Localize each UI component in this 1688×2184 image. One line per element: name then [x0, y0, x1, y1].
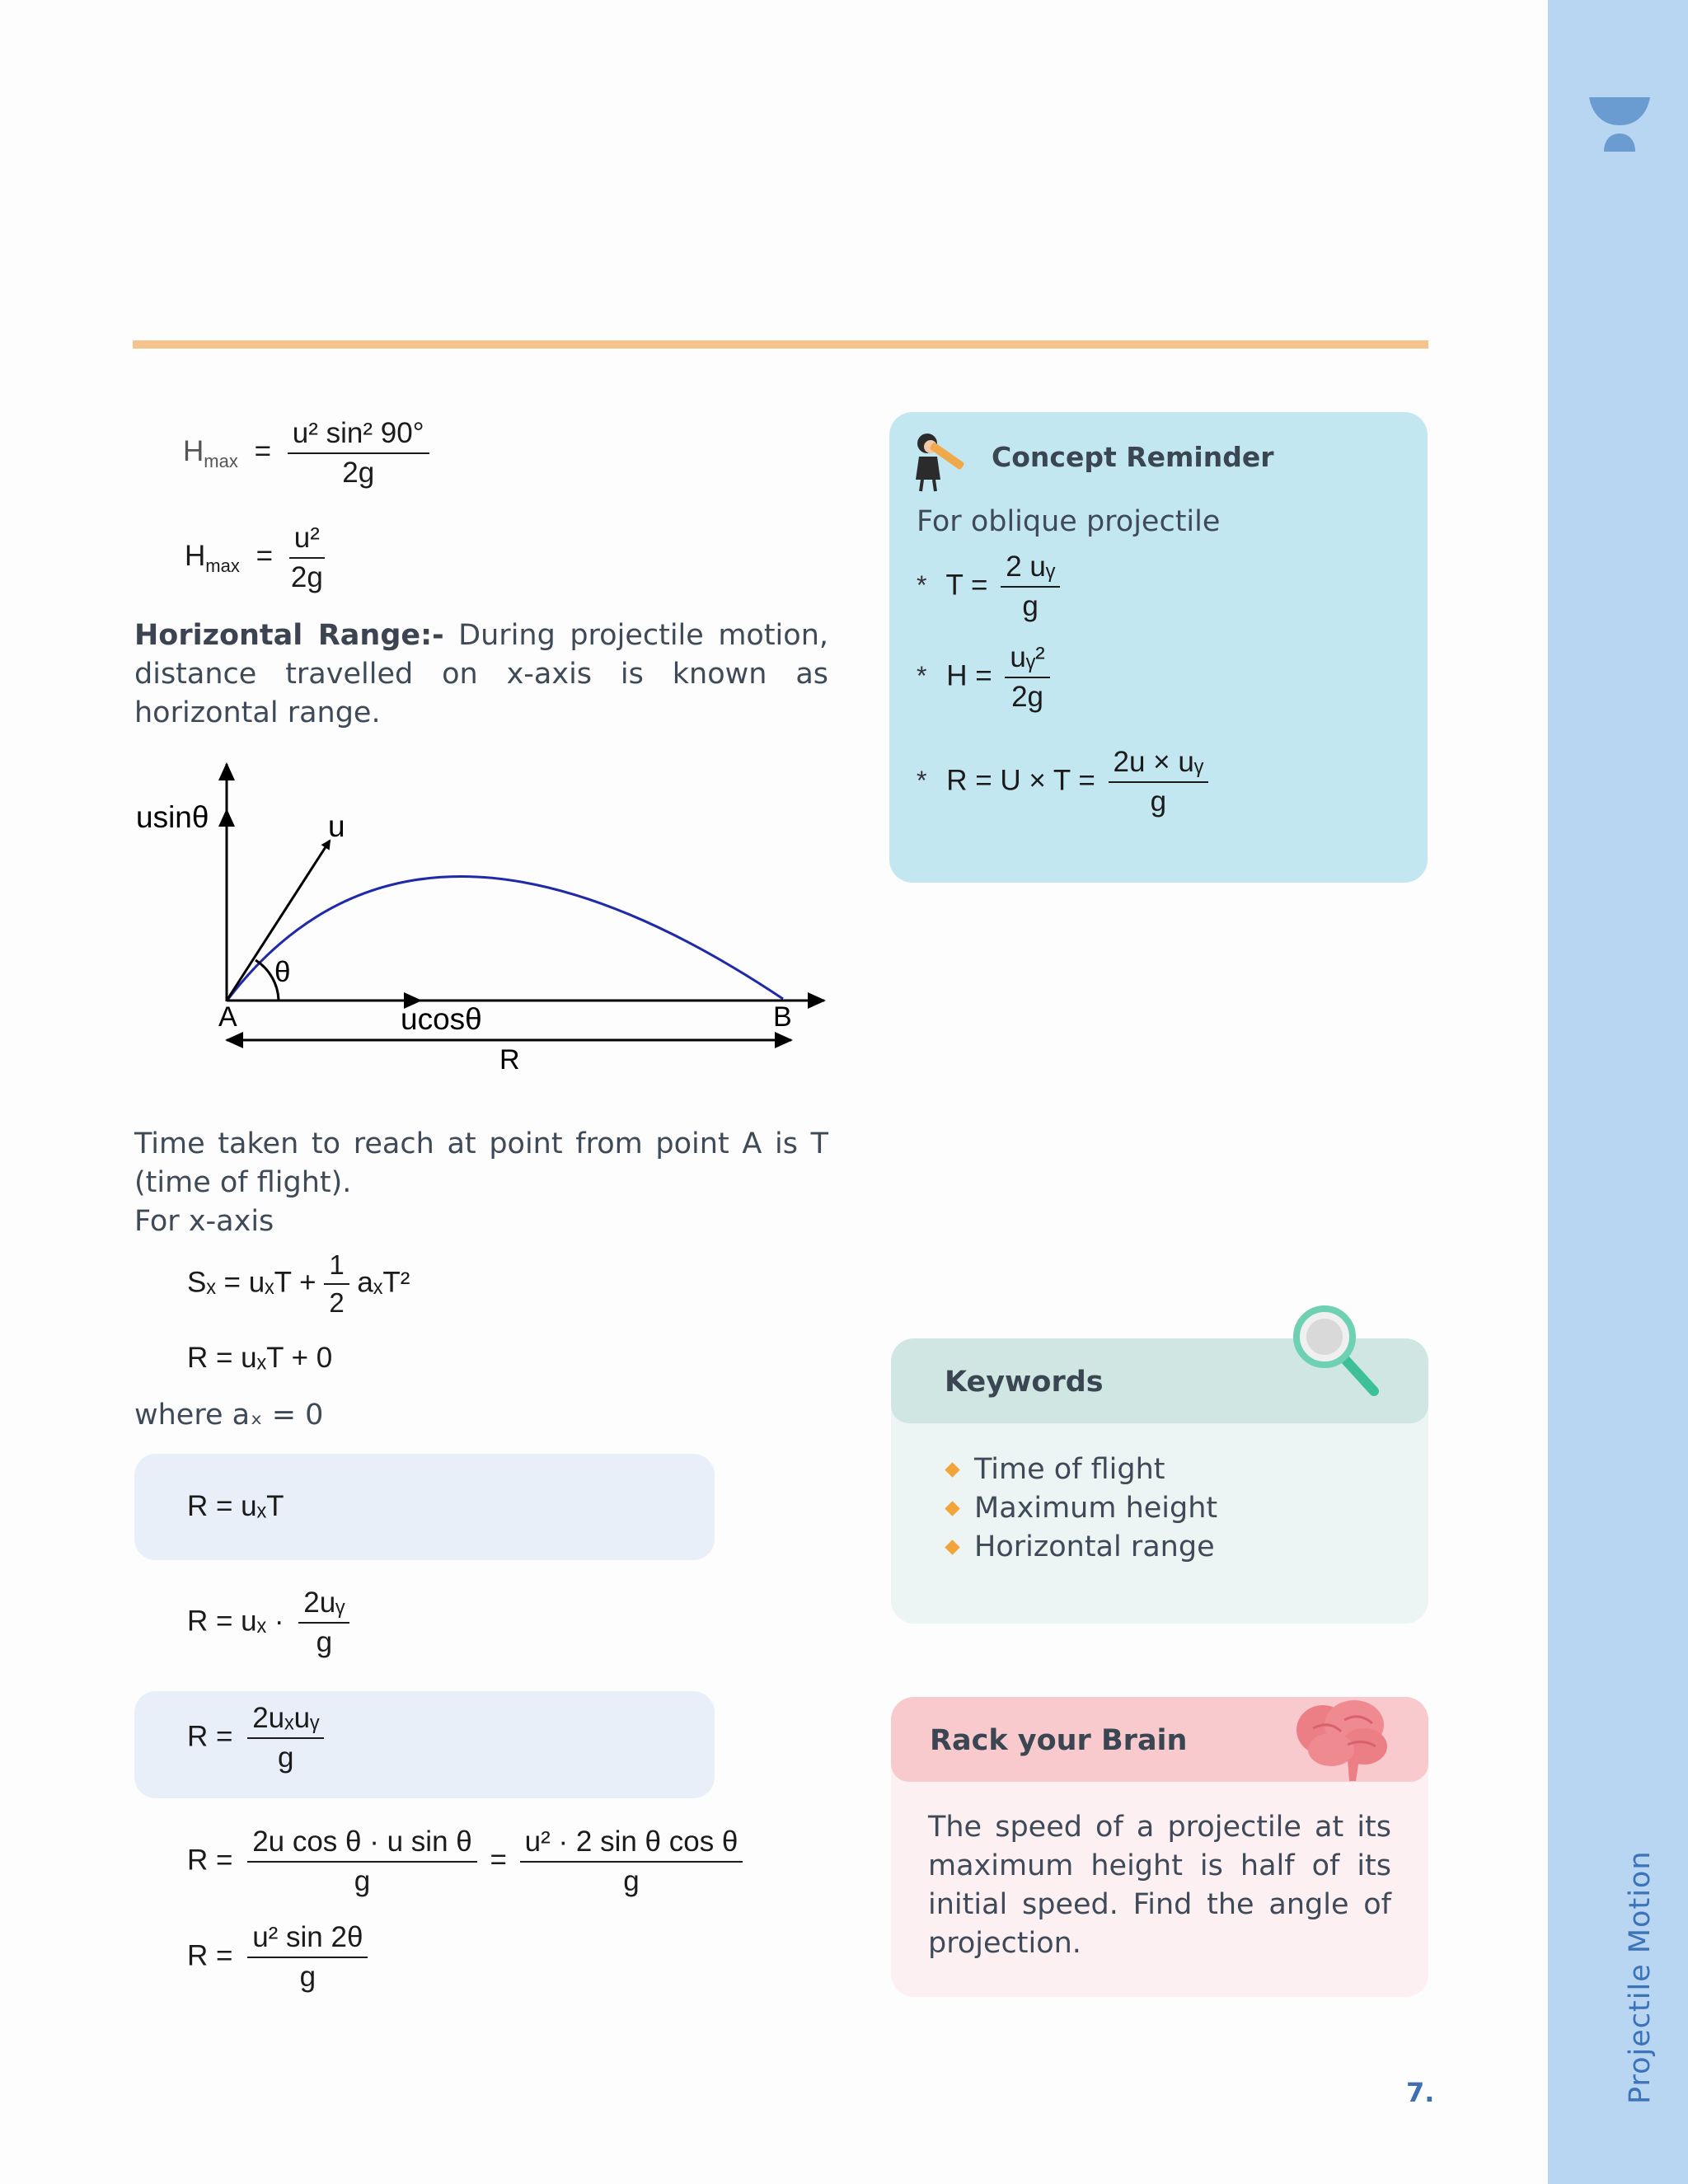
keyword-item: Time of flight — [974, 1451, 1217, 1489]
horizontal-range-body: During projectile motion, distance travelled on x-axis is known as horizontal range. — [134, 619, 828, 729]
keywords-title: Keywords — [945, 1366, 1104, 1399]
theta-label: θ — [274, 956, 291, 988]
hmax-equation-1: $H_{max}$ = $\frac{\text{u² sin² 90°}}{2g}$ — [183, 417, 429, 490]
hmax1-numerator: u² sin² 90° — [288, 417, 429, 454]
range-label: R — [499, 1044, 520, 1076]
sidebar — [1548, 0, 1688, 2184]
brain-icon — [1290, 1695, 1393, 1786]
trajectory-curve — [228, 877, 783, 1000]
horizontal-range-term: Horizontal Range:- — [134, 619, 444, 652]
unacademy-logo-icon — [1589, 97, 1650, 152]
x-component-label: ucosθ — [401, 1002, 482, 1036]
hmax-equation-2: $H_{max}$ = $\frac{\text{u²}}{2g}$ — [185, 522, 325, 594]
header-rule — [133, 340, 1428, 349]
range-equation-expanded: R = $\frac{\text{2u cos θ · u sin θ}}{g}$ = $\frac{\text{u² · 2 sin θ cos θ}}{g}$ — [187, 1825, 743, 1898]
sidebar-title: Projectile Motion — [1624, 1850, 1657, 2104]
sx-equation: Sₓ = uₓT + $\frac{1}{2}$ aₓT² — [187, 1249, 410, 1318]
student-pencil-icon — [904, 427, 975, 493]
range-equation-final: R = $\frac{\text{u² sin 2θ}}{g}$ — [187, 1921, 368, 1994]
hmax1-denominator: 2g — [342, 457, 375, 489]
keywords-list — [974, 1451, 1217, 1567]
hmax2-denominator: 2g — [290, 561, 323, 593]
range-equation-2uxuy: R = $\frac{\text{2uₓuᵧ}}{g}$ — [187, 1702, 324, 1774]
point-a-label: A — [218, 1001, 237, 1033]
range-equation-ux-t-plus-0: R = uₓT + 0 — [187, 1342, 333, 1374]
point-b-label: B — [773, 1001, 792, 1033]
where-ax-label: where aₓ = 0 — [134, 1399, 324, 1432]
concept-reminder-intro: For oblique projectile — [917, 505, 1221, 538]
for-x-axis-label: For x-axis — [134, 1205, 274, 1238]
page-number: 7. — [1406, 2077, 1435, 2108]
concept-h-equation: * H = $\frac{\text{uᵧ²}}{2g}$ — [917, 641, 1050, 714]
magnifier-icon — [1290, 1302, 1381, 1397]
concept-reminder-title: Concept Reminder — [992, 441, 1274, 473]
concept-r-equation: * R = U × T = $\frac{\text{2u × uᵧ}}{g}$ — [917, 746, 1208, 818]
rack-your-brain-question: The speed of a projectile at its maximum height is half of its initial speed. Find the angle of projection. — [928, 1811, 1391, 1960]
time-of-flight-paragraph: Time taken to reach at point from point A is T (time of flight). — [134, 1127, 828, 1199]
rack-your-brain-title: Rack your Brain — [930, 1724, 1188, 1757]
keyword-item: Maximum height — [974, 1489, 1217, 1528]
horizontal-range-paragraph — [134, 616, 828, 733]
keyword-item: Horizontal range — [974, 1528, 1217, 1567]
u-label: u — [328, 809, 345, 843]
range-equation-ux-2uy: R = uₓ · $\frac{\text{2uᵧ}}{g}$ — [187, 1586, 349, 1659]
projectile-diagram — [132, 754, 832, 1084]
range-equation-ux-t: R = uₓT — [187, 1490, 284, 1522]
hmax2-numerator: u² — [289, 522, 325, 559]
y-axis-label: usinθ — [136, 800, 209, 834]
concept-t-equation: * T = $\frac{\text{2 uᵧ}}{g}$ — [917, 551, 1060, 623]
